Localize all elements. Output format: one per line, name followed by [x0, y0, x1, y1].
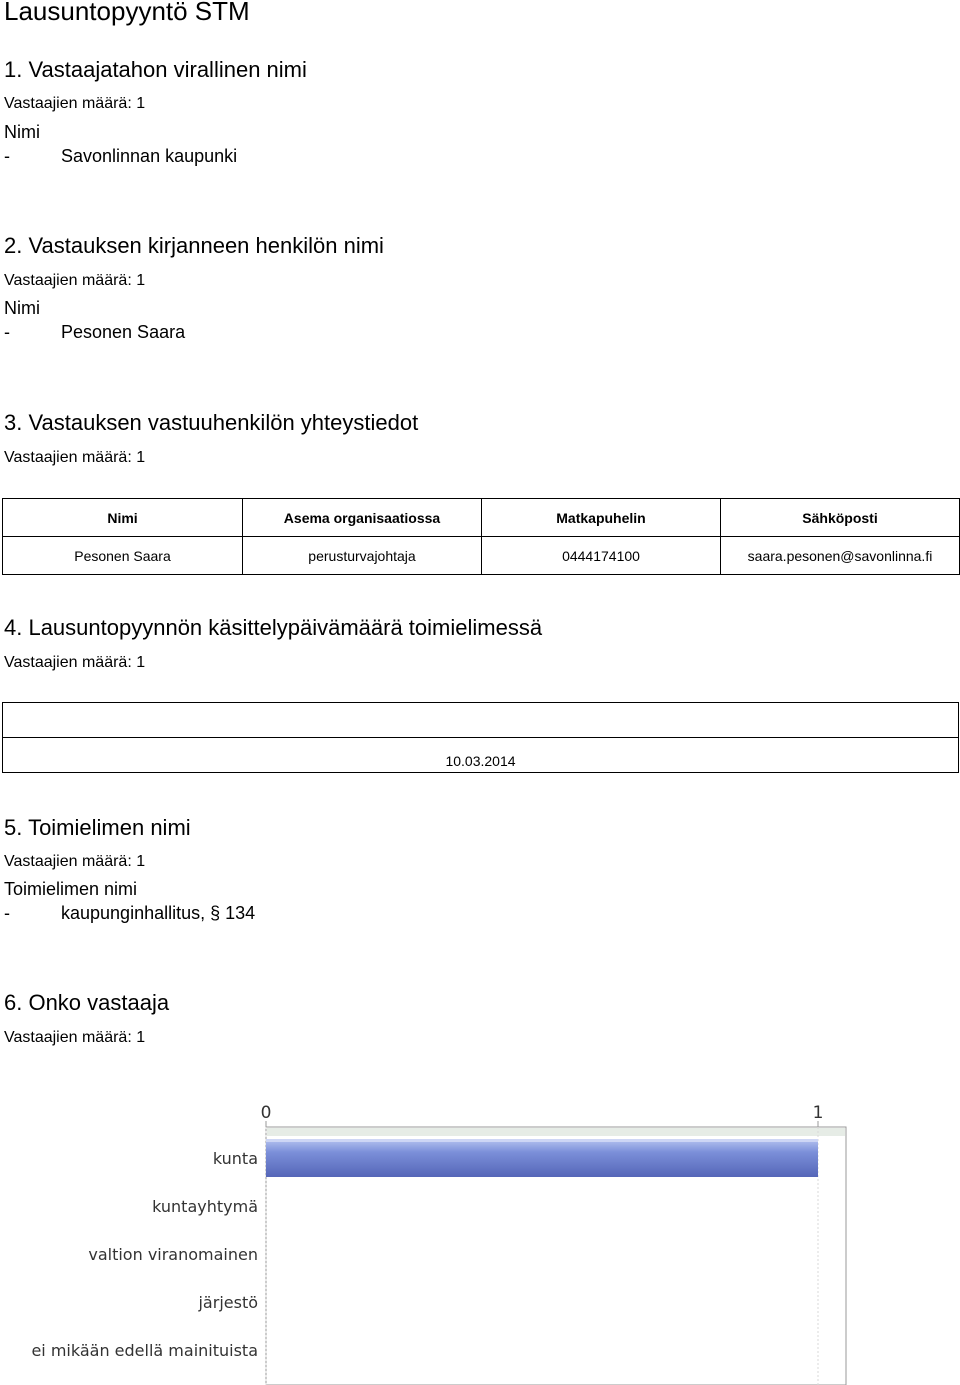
category-label: ei mikään edellä mainituista — [31, 1341, 258, 1360]
x-tick-label: 0 — [260, 1103, 272, 1123]
section-2-field-label: Nimi — [4, 298, 40, 318]
section-6-heading: 6. Onko vastaaja — [4, 990, 170, 1015]
date-table-header-row — [3, 703, 959, 738]
contact-table — [2, 498, 960, 575]
section-3-count: Vastaajien määrä: 1 — [4, 449, 146, 466]
section-5-field-label: Toimielimen nimi — [4, 879, 138, 899]
category-label: valtion viranomainen — [88, 1245, 258, 1264]
date-table-value-row — [3, 738, 959, 773]
x-tick-label: 1 — [812, 1103, 824, 1123]
category-label: kuntayhtymä — [152, 1197, 258, 1216]
contact-cell-position: perusturvajohtaja — [243, 537, 482, 575]
date-value-cell: 10.03.2014 — [3, 738, 959, 773]
contact-table-header-row — [3, 499, 960, 537]
section-2-answer: Pesonen Saara — [61, 322, 186, 342]
section-2-dash: - — [4, 322, 10, 342]
date-header-cell — [3, 703, 959, 738]
section-5-dash: - — [4, 903, 10, 923]
plot-frame — [266, 1127, 846, 1385]
contact-cell-mobile: 0444174100 — [482, 537, 721, 575]
section-3-heading: 3. Vastauksen vastuuhenkilön yhteystiedot — [4, 410, 419, 435]
table-row — [3, 537, 960, 575]
section-5-count: Vastaajien määrä: 1 — [4, 853, 146, 870]
section-1-field-label: Nimi — [4, 122, 40, 142]
section-4-heading: 4. Lausuntopyynnön käsittelypäivämäärä toimielimessä — [4, 615, 543, 640]
date-table — [2, 702, 959, 773]
section-1-heading: 1. Vastaajatahon virallinen nimi — [4, 57, 307, 82]
section-6-count: Vastaajien määrä: 1 — [4, 1029, 146, 1046]
section-2-count: Vastaajien määrä: 1 — [4, 272, 146, 289]
section-1-dash: - — [4, 146, 10, 166]
section-2-heading: 2. Vastauksen kirjanneen henkilön nimi — [4, 233, 384, 258]
contact-header-email: Sähköposti — [721, 499, 960, 537]
section-1-answer: Savonlinnan kaupunki — [61, 146, 238, 166]
contact-cell-name: Pesonen Saara — [3, 537, 243, 575]
category-label: kunta — [212, 1149, 258, 1168]
bar-highlight — [266, 1139, 818, 1142]
contact-cell-email: saara.pesonen@savonlinna.fi — [721, 537, 960, 575]
section-5-heading: 5. Toimielimen nimi — [4, 815, 191, 840]
contact-header-name: Nimi — [3, 499, 243, 537]
plot-top-band — [267, 1128, 845, 1136]
category-label: järjestö — [198, 1293, 258, 1312]
section-4-count: Vastaajien määrä: 1 — [4, 654, 146, 671]
section-5-answer: kaupunginhallitus, § 134 — [61, 903, 256, 923]
section-1-count: Vastaajien määrä: 1 — [4, 95, 146, 112]
document-title: Lausuntopyyntö STM — [4, 0, 250, 26]
bar — [266, 1139, 818, 1177]
contact-header-position: Asema organisaatiossa — [243, 499, 482, 537]
contact-header-mobile: Matkapuhelin — [482, 499, 721, 537]
